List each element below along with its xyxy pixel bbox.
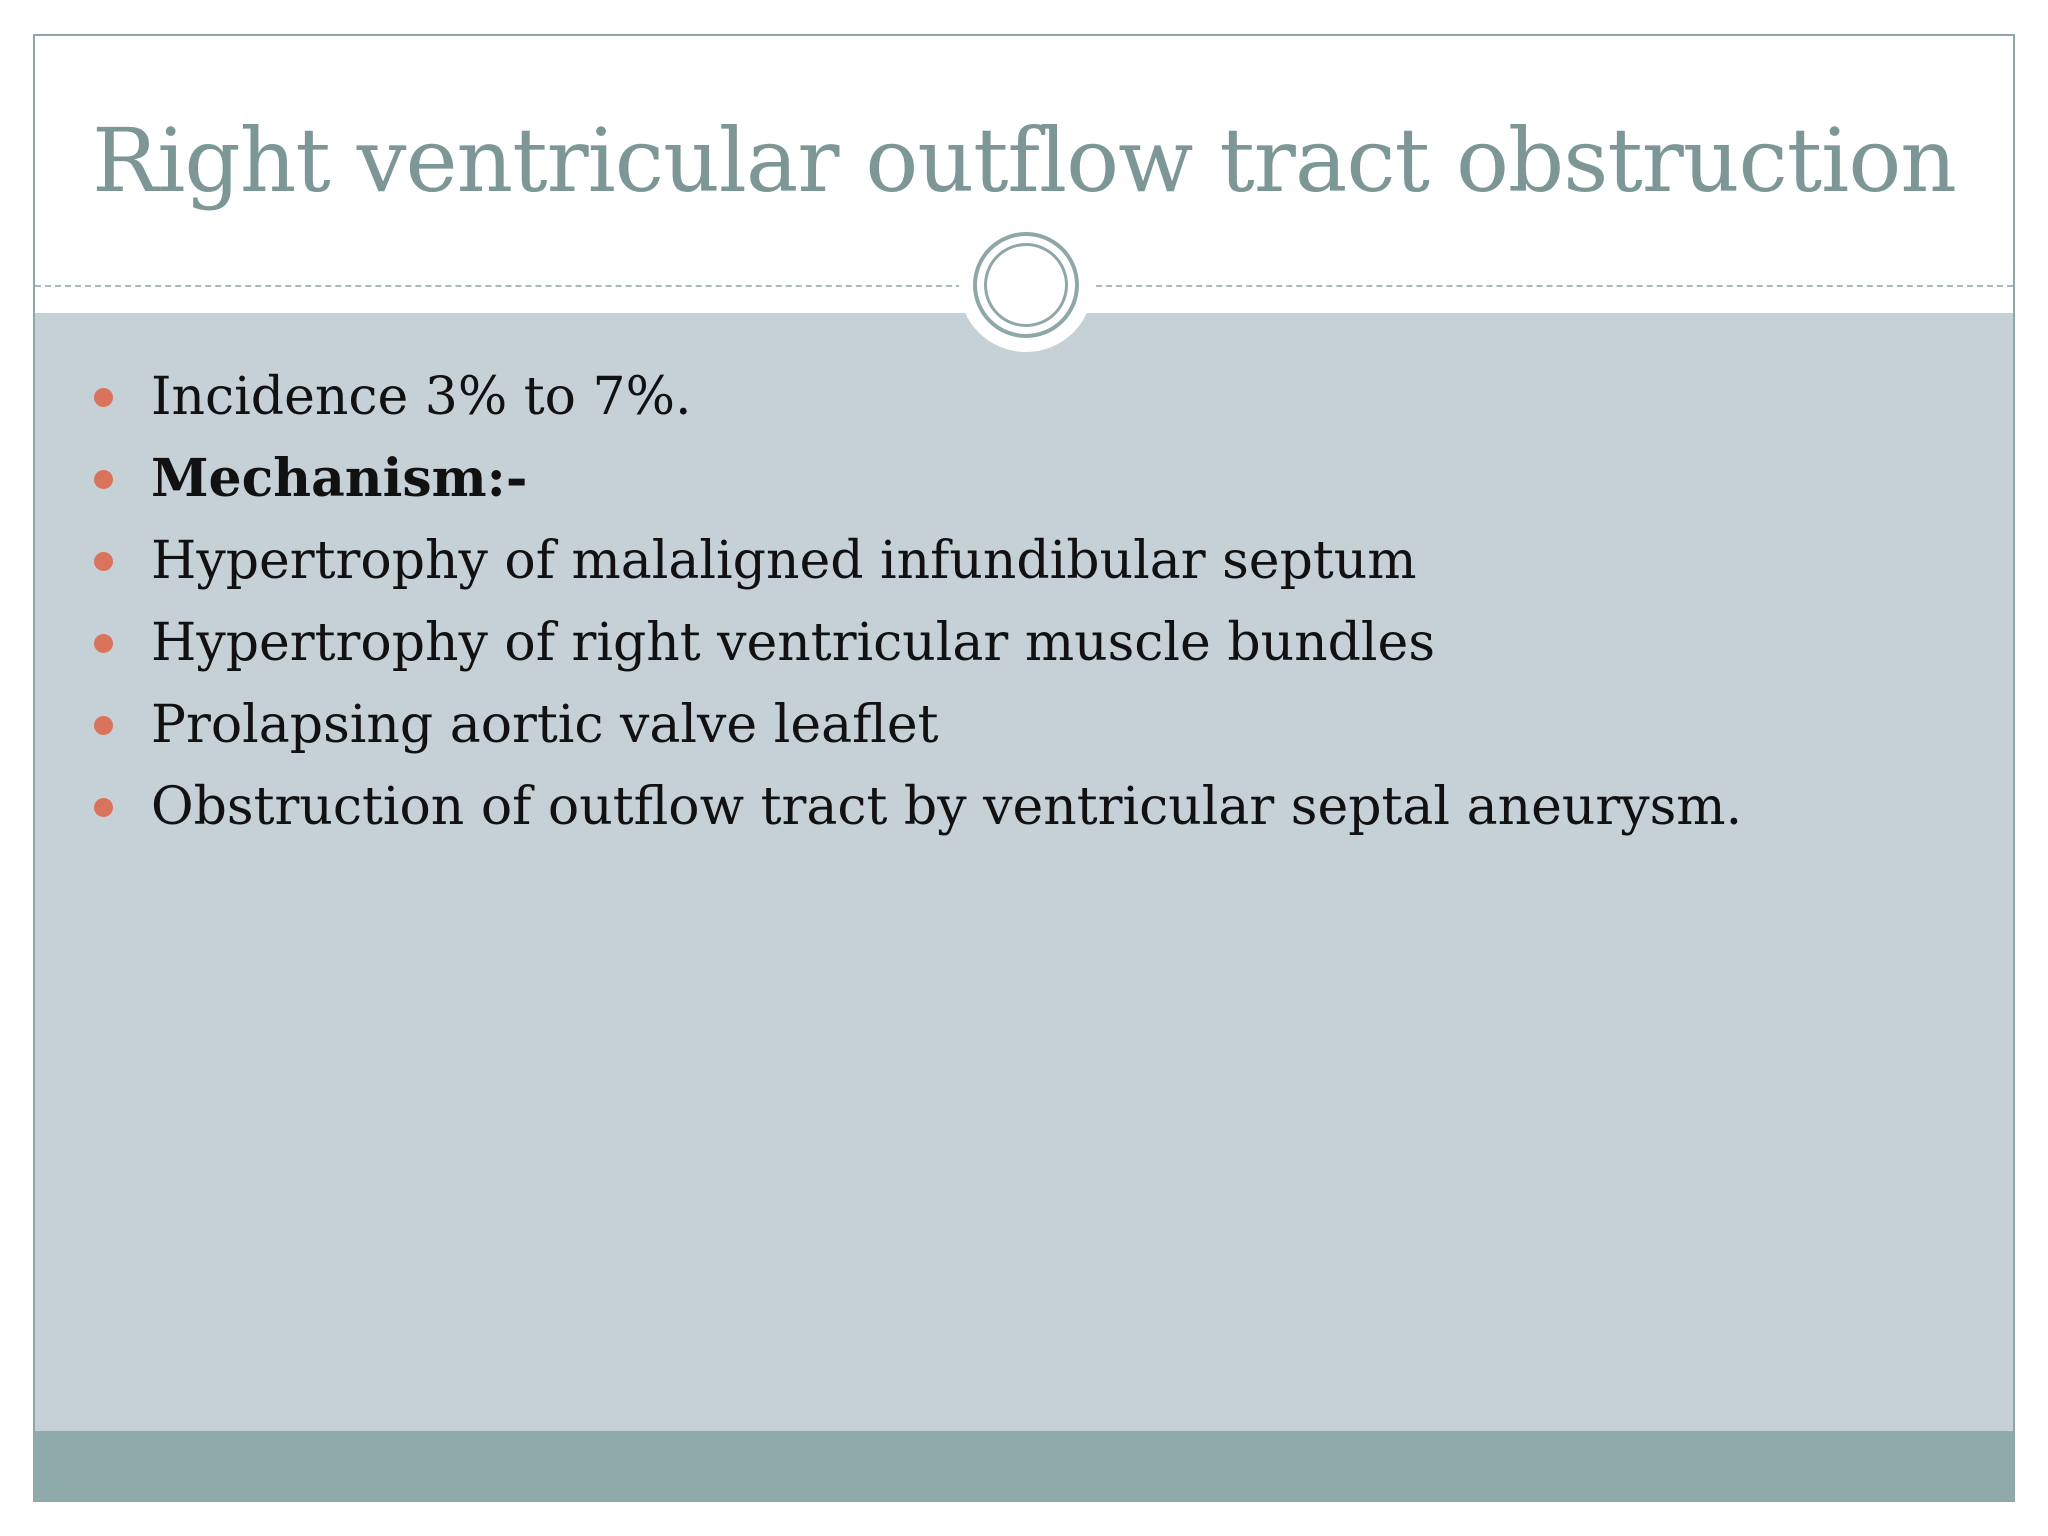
bullet-text: Hypertrophy of malaligned infundibular septum bbox=[151, 531, 1417, 591]
bullet-item bbox=[35, 356, 2013, 438]
bullet-item bbox=[35, 766, 2013, 848]
bullet-dot-icon bbox=[94, 470, 113, 489]
bullet-dot-icon bbox=[94, 552, 113, 571]
bullet-list bbox=[35, 356, 2013, 848]
bullet-dot-icon bbox=[94, 388, 113, 407]
bullet-dot-icon bbox=[94, 798, 113, 817]
inner-ring-circle-icon bbox=[984, 243, 1068, 327]
slide bbox=[33, 34, 2015, 1502]
bullet-item bbox=[35, 520, 2013, 602]
bullet-dot-icon bbox=[94, 634, 113, 653]
bullet-item bbox=[35, 602, 2013, 684]
bullet-text-heading: Mechanism:- bbox=[151, 448, 528, 509]
footer-band bbox=[35, 1431, 2013, 1502]
bullet-item bbox=[35, 438, 2013, 520]
bullet-text: Obstruction of outflow tract by ventricular septal aneurysm. bbox=[151, 777, 1743, 837]
bullet-item bbox=[35, 684, 2013, 766]
bullet-dot-icon bbox=[94, 716, 113, 735]
slide-title: Right ventricular outflow tract obstruction bbox=[92, 109, 1956, 212]
bullet-text: Prolapsing aortic valve leaflet bbox=[151, 695, 939, 755]
bullet-text: Hypertrophy of right ventricular muscle bundles bbox=[151, 613, 1436, 673]
bullet-text: Incidence 3% to 7%. bbox=[151, 367, 692, 427]
